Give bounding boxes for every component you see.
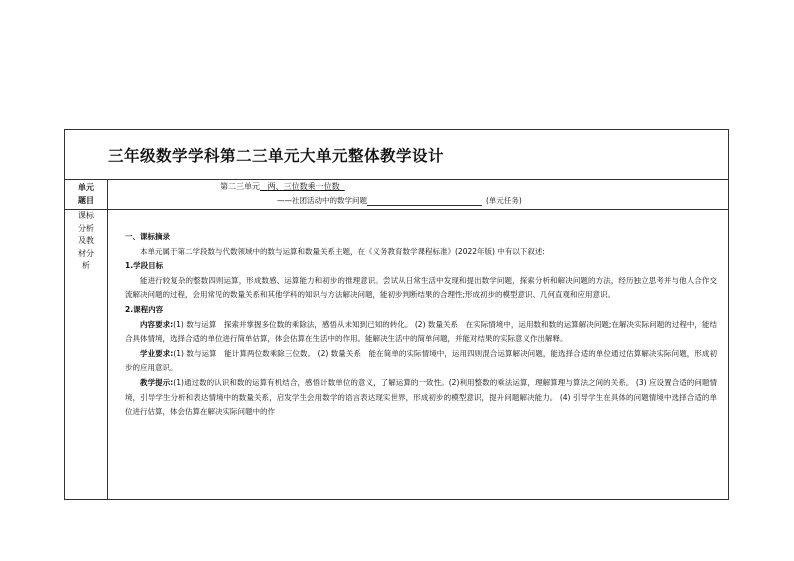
stage-goal-heading: 1.学段目标 bbox=[125, 261, 164, 271]
unit-subtitle-line bbox=[277, 195, 522, 206]
analysis-label-4: 材分 bbox=[78, 248, 94, 258]
analysis-label-2: 分析 bbox=[78, 223, 94, 233]
blank-line bbox=[367, 197, 482, 206]
unit-name: 两、三位数乘一位数 bbox=[267, 182, 340, 191]
academic-requirement-text: (1) 数与运算 能计算两位数乘除三位数。 (2) 数量关系 能在简单的实际情境中，运用四则混合运算解决问题，能选择合适的单位通过估算解决实际问题，形成初步的应用意识。 bbox=[125, 348, 717, 373]
teaching-tips-text: (1)通过数的认识和数的运算有机结合，感悟计数单位的意义，了解运算的一致性。(2)利用整数的乘法运算，理解算理与算法之间的关系。 (3) 应设置合适的问题情境，引导学生分析和表达情境中的数量关系，启发学生会用数学的语言表达现实世界，形成初步的模型意识，提升问题解决能力。 (4) 引导学生在具体的问题情境中选择合适的单位进行估算，体会估算在解决实际问题中的作 bbox=[125, 377, 717, 417]
academic-requirement-paragraph bbox=[125, 347, 717, 376]
design-table bbox=[64, 129, 729, 500]
analysis-label-1: 课标 bbox=[78, 211, 94, 220]
unit-subtitle: ——社团活动中的数学问题 bbox=[277, 196, 367, 205]
analysis-row bbox=[65, 209, 728, 500]
title-row bbox=[65, 130, 728, 180]
content-requirement-text: (1) 数与运算 探索并掌握多位数的乘除法，感悟从未知到已知的转化。 (2) 数量关系 在实际情境中，运用数和数的运算解决问题;在解决实际问题的过程中，能结合具体情境，选择合适的单位进行简单估算，体会估算在生活中的作用。能解决生活中的简单问题，并能对结果的实际意义作出解释。 bbox=[125, 319, 717, 344]
analysis-content bbox=[125, 230, 717, 420]
unit-label-line2: 题目 bbox=[78, 196, 94, 205]
unit-label-line1: 单元 bbox=[78, 183, 94, 192]
unit-task: (单元任务) bbox=[486, 196, 522, 205]
analysis-label-cell bbox=[65, 209, 108, 500]
teaching-tips-label: 教学提示: bbox=[140, 377, 174, 387]
content-requirement-label: 内容要求: bbox=[140, 319, 174, 329]
academic-requirement-label: 学业要求: bbox=[140, 348, 174, 358]
unit-label-cell bbox=[65, 179, 108, 209]
section-heading: 一、课标摘录 bbox=[125, 232, 170, 241]
unit-title-row bbox=[65, 179, 728, 210]
analysis-label-5: 析 bbox=[82, 261, 90, 270]
content-requirement-paragraph bbox=[125, 318, 717, 347]
teaching-tips-paragraph bbox=[125, 376, 717, 420]
intro-paragraph: 本单元属于第二学段数与代数领域中的数与运算和数量关系主题，在《义务教育数学课程标准》(2022年版) 中有以下叙述: bbox=[140, 246, 545, 256]
unit-name-line bbox=[220, 181, 345, 192]
stage-goal-paragraph: 能进行较复杂的整数四则运算，形成数感、运算能力和初步的推理意识。尝试从日常生活中发现和提出数学问题，探索分析和解决问题的方法，经历独立思考并与他人合作交流解决问题的过程，会用常见的数量关系和其他学科的知识与方法解决问题，能初步判断结果的合理性;形成初步的模型意识、几何直观和应用意识。 bbox=[125, 275, 717, 300]
unit-prefix: 第二三单元 bbox=[220, 182, 260, 191]
document-title: 三年级数学学科第二三单元大单元整体教学设计 bbox=[108, 147, 445, 165]
analysis-label-3: 及教 bbox=[78, 236, 94, 245]
course-content-heading: 2.课程内容 bbox=[125, 304, 164, 314]
